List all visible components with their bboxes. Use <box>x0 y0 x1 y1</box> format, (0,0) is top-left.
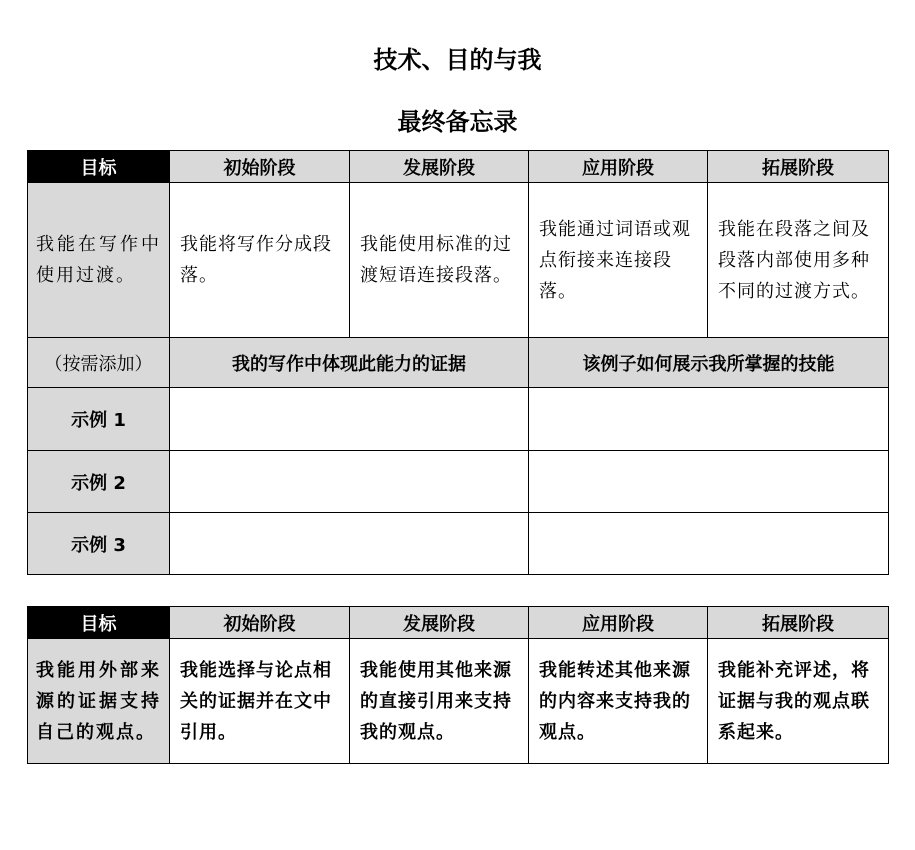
evidence-input-cell[interactable] <box>170 451 529 513</box>
stage-beginning-cell: 我能将写作分成段落。 <box>170 183 350 338</box>
add-as-needed-cell: （按需添加） <box>28 338 170 388</box>
header-applying-stage: 应用阶段 <box>529 607 708 639</box>
header-goal: 目标 <box>28 607 170 639</box>
explanation-input-cell[interactable] <box>529 513 889 575</box>
header-beginning-stage: 初始阶段 <box>170 607 350 639</box>
stage-applying-cell: 我能转述其他来源的内容来支持我的观点。 <box>529 639 708 764</box>
evidence-rubric-table <box>27 606 889 764</box>
example-label: 示例 3 <box>28 513 170 575</box>
header-developing-stage: 发展阶段 <box>350 607 529 639</box>
stage-extending-cell: 我能补充评述，将证据与我的观点联系起来。 <box>708 639 889 764</box>
evidence-header: 我的写作中体现此能力的证据 <box>170 338 529 388</box>
header-applying-stage: 应用阶段 <box>529 151 708 183</box>
document-subtitle: 最终备忘录 <box>397 108 518 136</box>
explanation-input-cell[interactable] <box>529 451 889 513</box>
explanation-input-cell[interactable] <box>529 388 889 451</box>
header-goal: 目标 <box>28 151 170 183</box>
stage-extending-cell: 我能在段落之间及段落内部使用多种不同的过渡方式。 <box>708 183 889 338</box>
header-extending-stage: 拓展阶段 <box>708 607 889 639</box>
evidence-input-cell[interactable] <box>170 513 529 575</box>
goal-cell: 我能在写作中使用过渡。 <box>28 183 170 338</box>
stage-developing-cell: 我能使用其他来源的直接引用来支持我的观点。 <box>350 639 529 764</box>
transitions-rubric-table <box>27 150 889 575</box>
stage-beginning-cell: 我能选择与论点相关的证据并在文中引用。 <box>170 639 350 764</box>
document-title: 技术、目的与我 <box>373 46 542 74</box>
stage-applying-cell: 我能通过词语或观点衔接来连接段落。 <box>529 183 708 338</box>
goal-cell: 我能用外部来源的证据支持自己的观点。 <box>28 639 170 764</box>
example-label: 示例 1 <box>28 388 170 451</box>
header-beginning-stage: 初始阶段 <box>170 151 350 183</box>
stage-developing-cell: 我能使用标准的过渡短语连接段落。 <box>350 183 529 338</box>
header-extending-stage: 拓展阶段 <box>708 151 889 183</box>
header-developing-stage: 发展阶段 <box>350 151 529 183</box>
example-label: 示例 2 <box>28 451 170 513</box>
explanation-header: 该例子如何展示我所掌握的技能 <box>529 338 889 388</box>
evidence-input-cell[interactable] <box>170 388 529 451</box>
